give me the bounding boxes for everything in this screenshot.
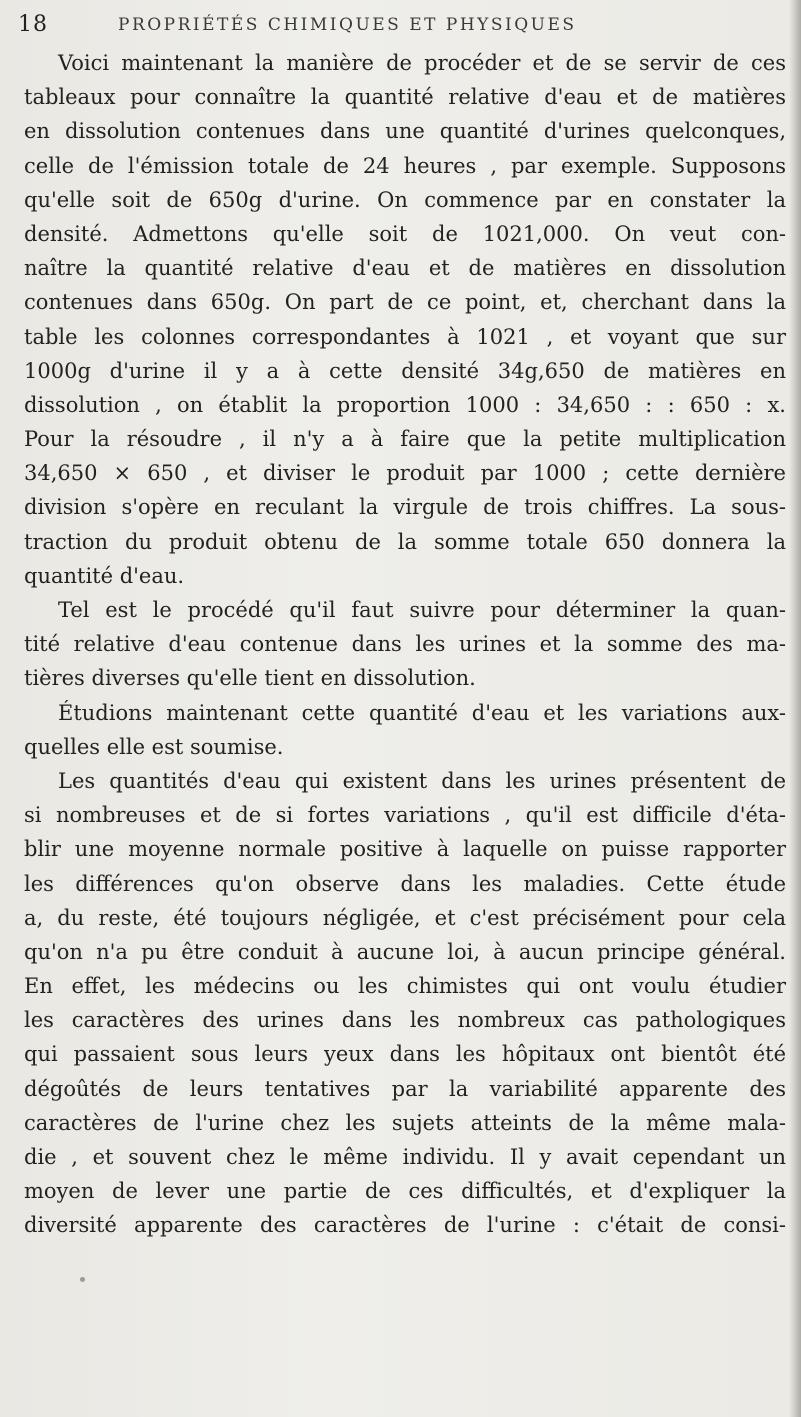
text-line: Les quantités d'eau qui existent dans les urines présentent de [58, 768, 786, 793]
text-line: Étudions maintenant cette quantité d'eau et les variations aux- [58, 700, 786, 725]
text-line: quelles elle est soumise. [24, 734, 284, 759]
text-line: Tel est le procédé qu'il faut suivre pour déterminer la quan- [58, 598, 786, 622]
text-line: dissolution , on établit la proportion 1000 : 34,650 : : 650 : x. [24, 392, 786, 417]
text-line: traction du produit obtenu de la somme totale 650 donnera la [24, 529, 786, 554]
page-edge-shadow [789, 0, 801, 1417]
running-head-title: PROPRIÉTÉS CHIMIQUES ET PHYSIQUES [118, 15, 577, 35]
text-line: En effet, les médecins ou les chimistes qui ont voulu étudier [24, 974, 786, 999]
text-line: celle de l'émission totale de 24 heures , par exemple. Supposons [24, 153, 786, 178]
text-line: naître la quantité relative d'eau et de matières en dissolution [24, 256, 786, 281]
running-head [18, 12, 778, 42]
text-line: si nombreuses et de si fortes variations , qu'il est difficile d'éta- [24, 803, 786, 828]
text-line: Voici maintenant la manière de procéder et de se servir de ces [58, 51, 786, 75]
ink-speck [80, 1277, 85, 1282]
text-line: contenues dans 650g. On part de ce point, et, cherchant dans la [24, 290, 786, 315]
text-line: Pour la résoudre , il n'y a à faire que la petite multiplication [24, 427, 786, 452]
text-line: qu'on n'a pu être conduit à aucune loi, à aucun principe général. [24, 939, 786, 964]
text-line: diversité apparente des caractères de l'urine : c'était de consi- [24, 1213, 786, 1238]
text-line: die , et souvent chez le même individu. Il y avait cependant un [24, 1145, 786, 1169]
text-line: tableaux pour connaître la quantité relative d'eau et de matières [24, 85, 786, 110]
text-line: a, du reste, été toujours négligée, et c'est précisément pour cela [24, 905, 786, 930]
text-line: en dissolution contenues dans une quantité d'urines quelconques, [24, 119, 786, 144]
text-line: tité relative d'eau contenue dans les urines et la somme des ma- [24, 632, 786, 657]
text-line: 1000g d'urine il y a à cette densité 34g,650 de matières en [24, 358, 786, 383]
text-line: division s'opère en reculant la virgule de trois chiffres. La sous- [24, 495, 786, 520]
body-text [24, 46, 786, 1243]
page-number: 18 [18, 12, 48, 37]
text-line: tières diverses qu'elle tient en dissolution. [24, 666, 476, 691]
text-line: les différences qu'on observe dans les maladies. Cette étude [24, 871, 786, 896]
text-line: les caractères des urines dans les nombreux cas pathologiques [24, 1008, 786, 1033]
text-line: densité. Admettons qu'elle soit de 1021,000. On veut con- [24, 221, 786, 246]
text-line: qu'elle soit de 650g d'urine. On commence par en constater la [24, 187, 786, 212]
text-line: 34,650 × 650 , et diviser le produit par 1000 ; cette dernière [24, 461, 786, 486]
text-line: moyen de lever une partie de ces difficultés, et d'expliquer la [24, 1179, 786, 1204]
text-line: table les colonnes correspondantes à 1021 , et voyant que sur [24, 324, 786, 349]
text-line: qui passaient sous leurs yeux dans les hôpitaux ont bientôt été [24, 1042, 786, 1067]
text-line: dégoûtés de leurs tentatives par la variabilité apparente des [24, 1076, 786, 1101]
text-line: caractères de l'urine chez les sujets atteints de la même mala- [24, 1110, 786, 1135]
text-line: quantité d'eau. [24, 563, 185, 588]
text-line: blir une moyenne normale positive à laquelle on puisse rapporter [24, 837, 786, 862]
